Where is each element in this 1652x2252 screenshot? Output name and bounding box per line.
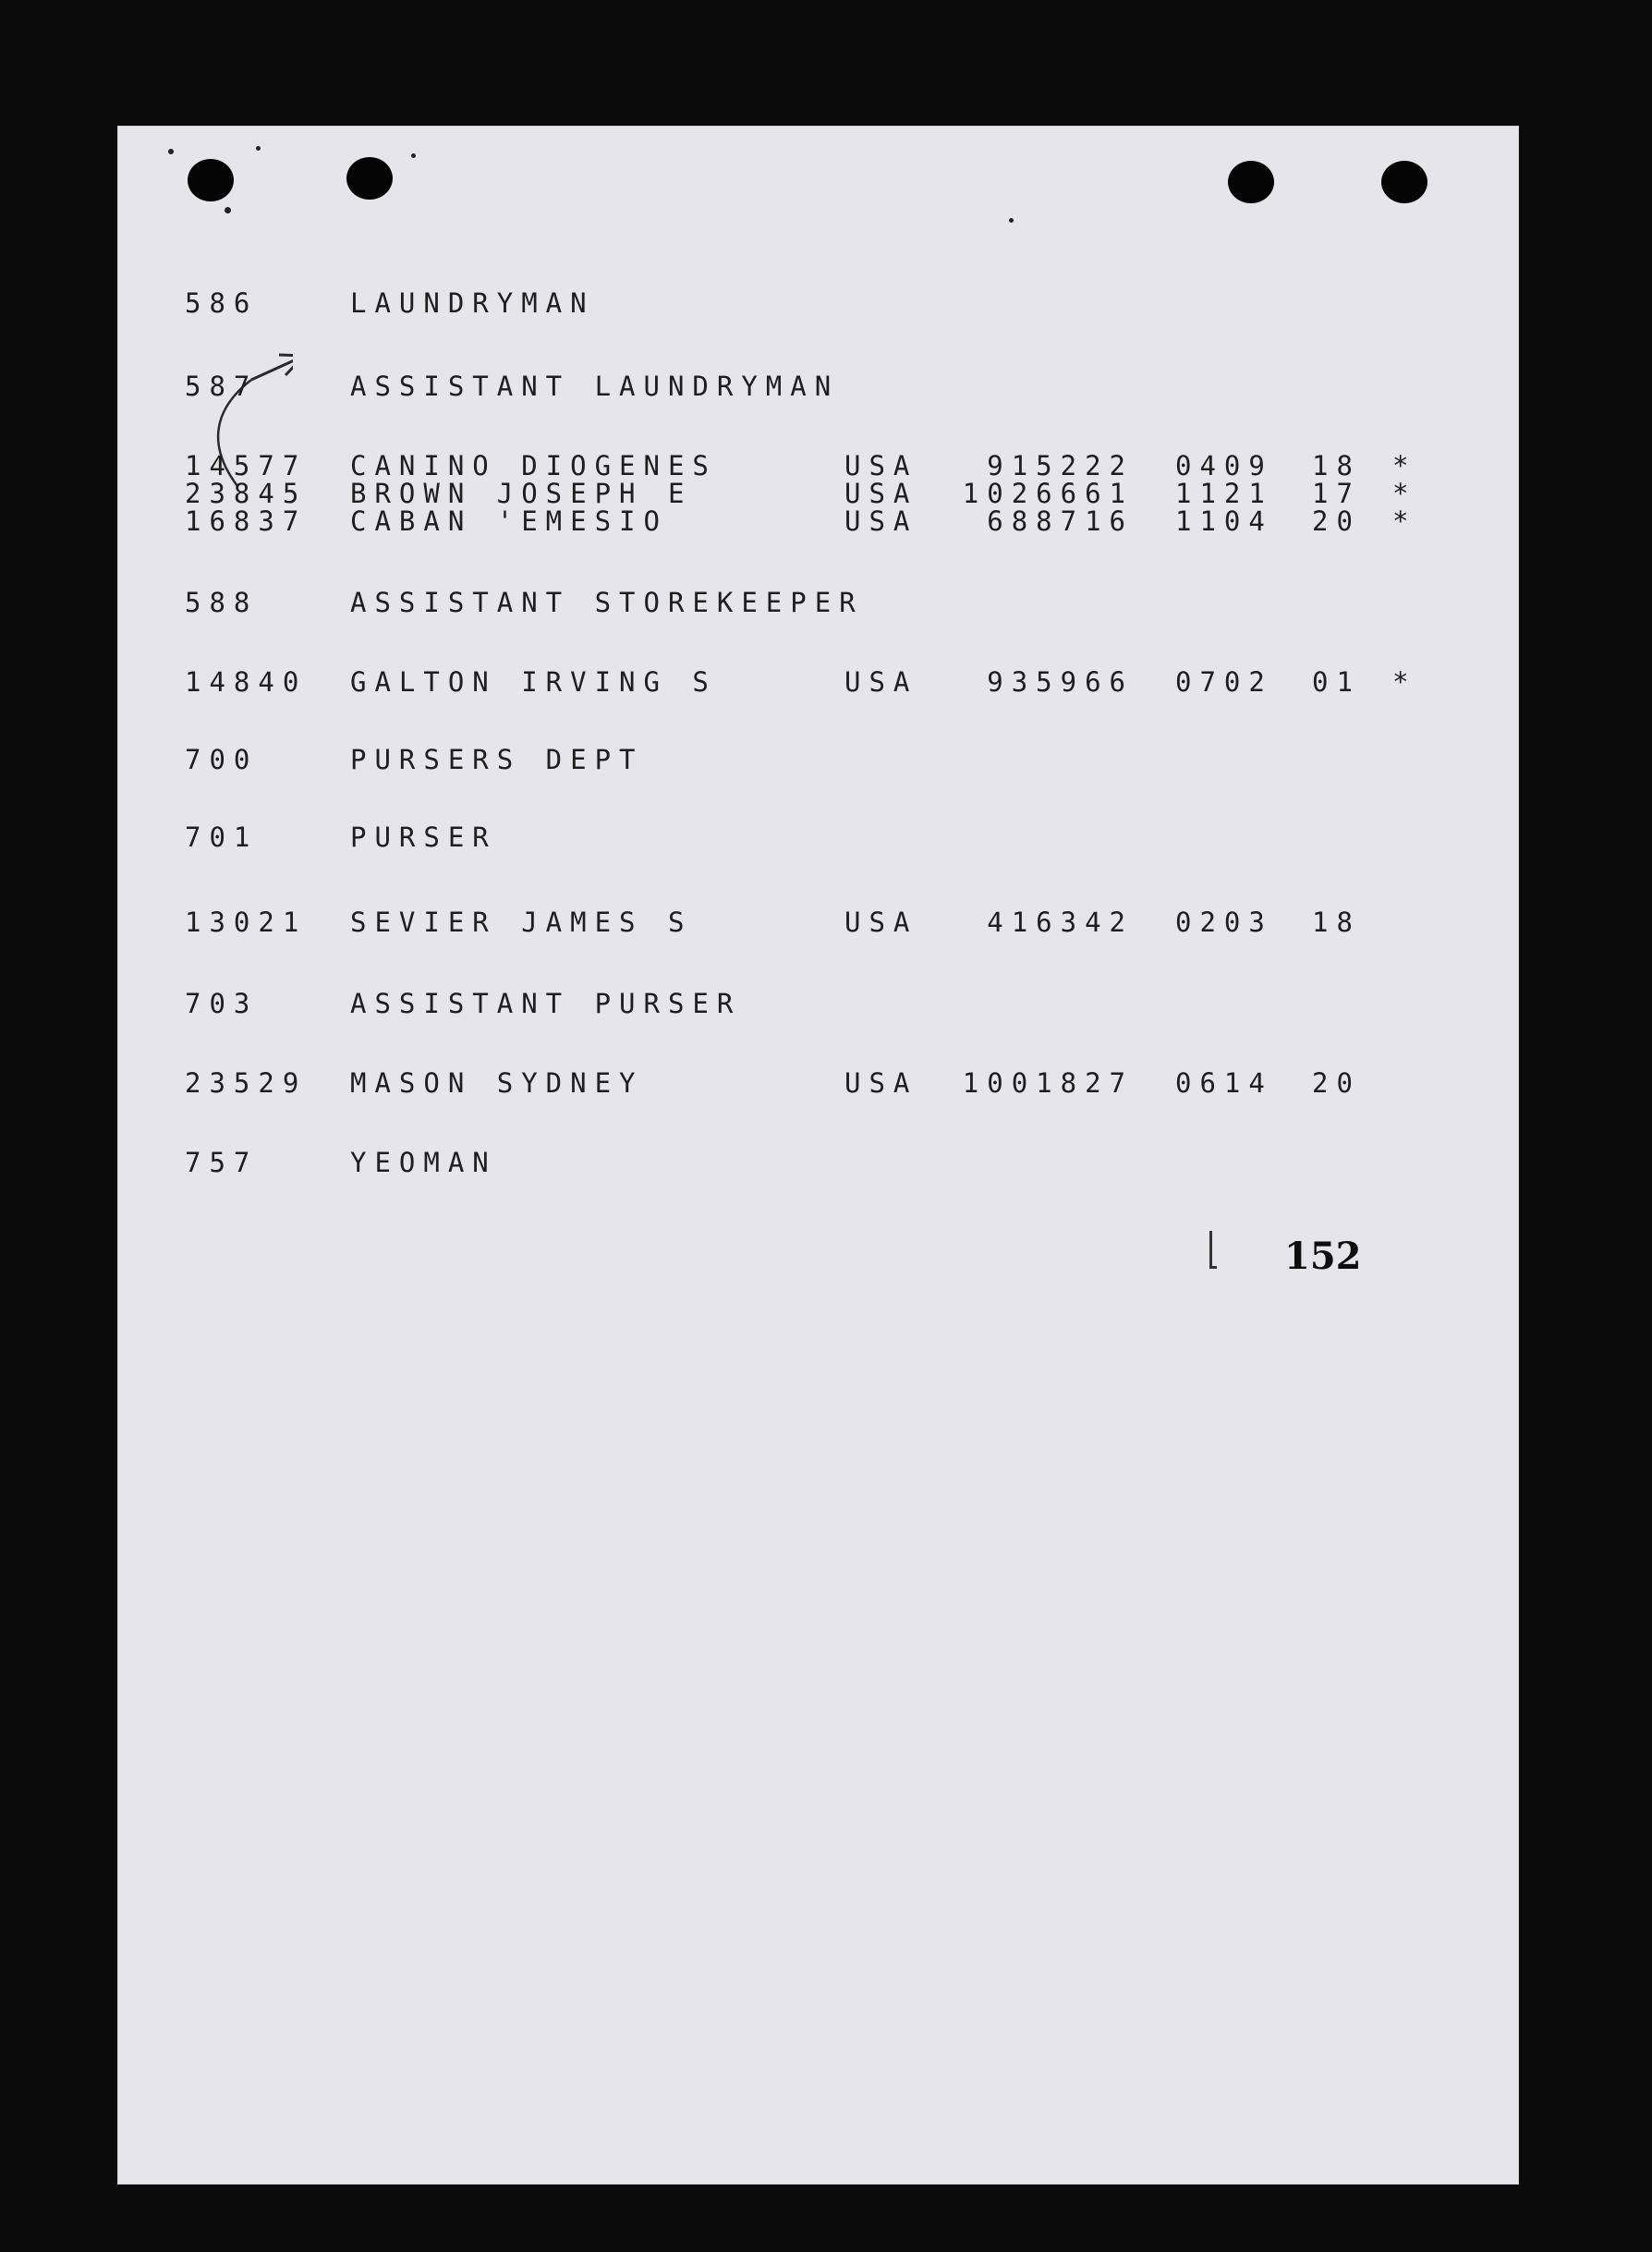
document-page — [117, 126, 1519, 2185]
row-name: GALTON IRVING S — [350, 666, 717, 698]
row-date: 0203 — [1175, 907, 1273, 938]
roster-row — [117, 503, 1417, 540]
row-code: 703 — [185, 988, 259, 1019]
row-code: 16837 — [185, 505, 308, 537]
punch-hole-1 — [188, 159, 234, 201]
punch-hole-4 — [1381, 161, 1427, 203]
ink-speck — [225, 207, 231, 213]
row-citizenship: USA — [844, 450, 918, 481]
row-number: 1001827 — [962, 1067, 1134, 1099]
row-number: 935966 — [987, 666, 1134, 698]
row-age: 18 — [1312, 450, 1361, 481]
punch-hole-2 — [346, 157, 393, 200]
row-citizenship: USA — [844, 907, 918, 938]
row-code: 14840 — [185, 666, 308, 698]
row-name: ASSISTANT LAUNDRYMAN — [350, 371, 840, 402]
row-code: 700 — [185, 744, 259, 775]
row-code: 701 — [185, 822, 259, 853]
roster-row — [117, 285, 595, 322]
roster-row — [117, 584, 864, 621]
ink-speck — [411, 153, 416, 158]
row-name: BROWN JOSEPH E — [350, 478, 693, 509]
row-citizenship: USA — [844, 505, 918, 537]
row-citizenship: USA — [844, 478, 918, 509]
row-code: 23529 — [185, 1067, 308, 1099]
roster-row — [117, 368, 840, 405]
row-age: 18 — [1312, 907, 1361, 938]
asterisk-mark: * — [1392, 666, 1417, 698]
roster-row — [117, 663, 1417, 700]
asterisk-mark: * — [1392, 505, 1417, 537]
row-age: 17 — [1312, 478, 1361, 509]
ink-speck — [256, 146, 261, 151]
row-name: SEVIER JAMES S — [350, 907, 693, 938]
row-citizenship: USA — [844, 666, 918, 698]
row-name: ASSISTANT STOREKEEPER — [350, 587, 864, 618]
row-date: 0702 — [1175, 666, 1273, 698]
row-number: 416342 — [987, 907, 1134, 938]
row-code: 587 — [185, 371, 259, 402]
roster-row — [117, 1144, 497, 1181]
row-age: 20 — [1312, 1067, 1361, 1099]
row-number: 915222 — [987, 450, 1134, 481]
row-code: 586 — [185, 287, 259, 319]
ink-speck — [1009, 218, 1014, 223]
row-name: LAUNDRYMAN — [350, 287, 595, 319]
row-code: 23845 — [185, 478, 308, 509]
row-date: 0614 — [1175, 1067, 1273, 1099]
roster-row — [117, 985, 742, 1022]
row-date: 1121 — [1175, 478, 1273, 509]
punch-hole-3 — [1228, 161, 1274, 203]
row-code: 588 — [185, 587, 259, 618]
row-number: 1026661 — [962, 478, 1134, 509]
row-name: YEOMAN — [350, 1147, 497, 1178]
row-name: PURSERS DEPT — [350, 744, 644, 775]
row-code: 13021 — [185, 907, 308, 938]
asterisk-mark: * — [1392, 478, 1417, 509]
row-number: 688716 — [987, 505, 1134, 537]
asterisk-mark: * — [1392, 450, 1417, 481]
page-number-stamp: 152 — [1284, 1235, 1362, 1278]
row-date: 0409 — [1175, 450, 1273, 481]
pencil-mark — [1209, 1231, 1217, 1269]
roster-row — [117, 1065, 1361, 1102]
row-name: ASSISTANT PURSER — [350, 988, 742, 1019]
row-date: 1104 — [1175, 505, 1273, 537]
row-name: MASON SYDNEY — [350, 1067, 644, 1099]
row-name: PURSER — [350, 822, 497, 853]
row-name: CANINO DIOGENES — [350, 450, 717, 481]
roster-row — [117, 819, 497, 856]
row-age: 01 — [1312, 666, 1361, 698]
ink-speck — [168, 149, 174, 154]
row-citizenship: USA — [844, 1067, 918, 1099]
row-name: CABAN 'EMESIO — [350, 505, 668, 537]
row-code: 757 — [185, 1147, 259, 1178]
row-code: 14577 — [185, 450, 308, 481]
row-age: 20 — [1312, 505, 1361, 537]
roster-row — [117, 904, 1361, 941]
roster-row — [117, 741, 644, 778]
